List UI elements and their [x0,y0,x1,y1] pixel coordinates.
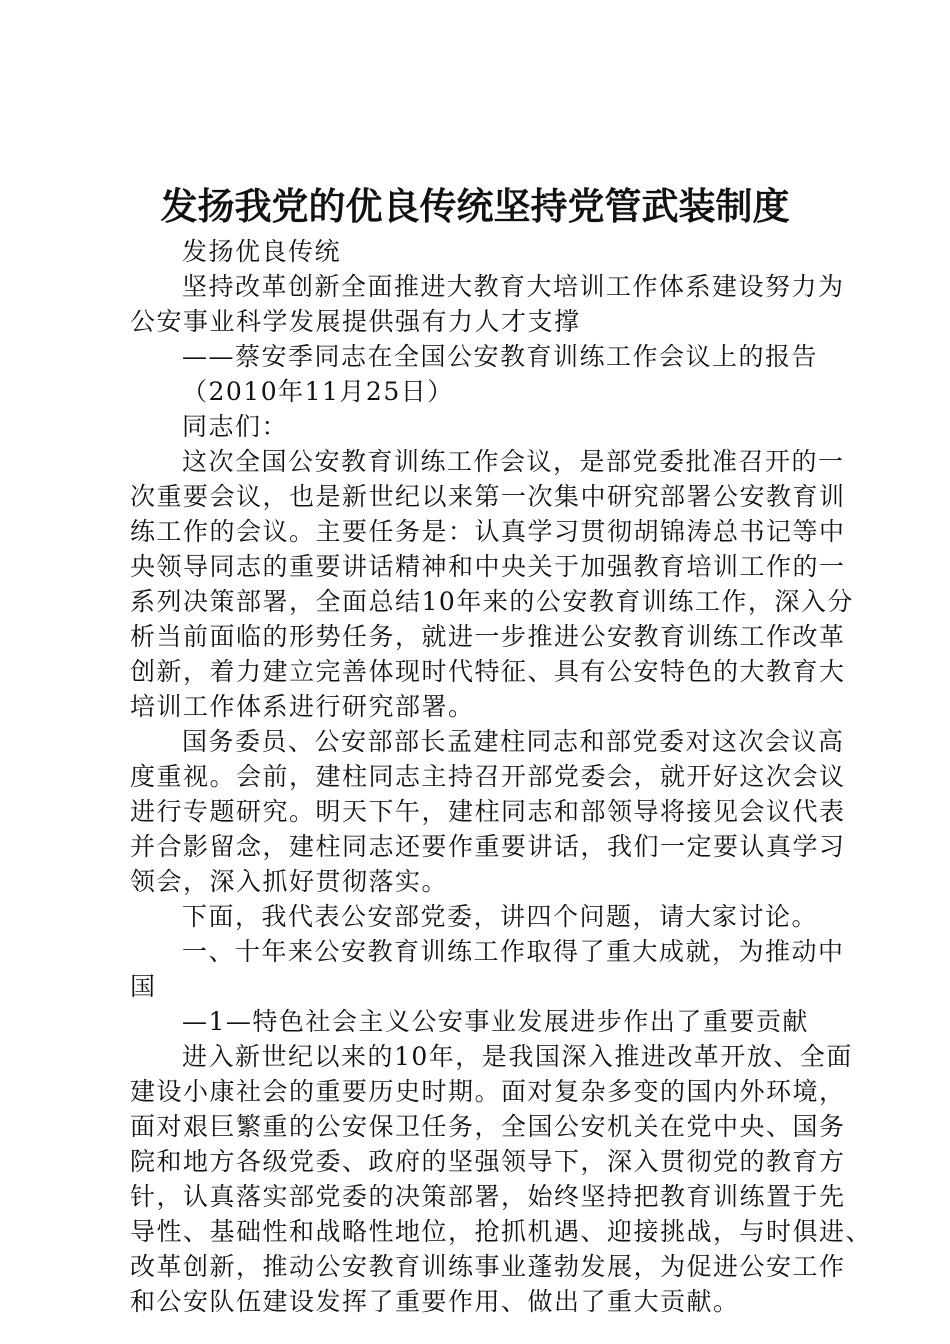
paragraph-salutation [130,409,830,444]
text-line: 面对艰巨繁重的公安保卫任务，全国公安机关在党中央、国务 [130,1112,846,1141]
text-line: 建设小康社会的重要历史时期。面对复杂多变的国内外环境， [130,1077,846,1106]
text-line: 坚持改革创新全面推进大教育大培训工作体系建设努力为 [182,272,845,301]
text-line: 改革创新，推动公安教育训练事业蓬勃发展，为促进公安工作 [130,1252,846,1281]
paragraph-page-marker [130,1004,830,1039]
text-line: 析当前面临的形势任务，就进一步推进公安教育训练工作改革 [130,622,846,651]
text-line: 下面，我代表公安部党委，讲四个问题，请大家讨论。 [182,902,819,931]
text-line: 进行专题研究。明天下午，建柱同志和部领导将接见会议代表 [130,797,846,826]
text-line: 创新，着力建立完善体现时代特征、具有公安特色的大教育大 [130,657,846,686]
text-line: 度重视。会前，建柱同志主持召开部党委会，就开好这次会议 [130,762,846,791]
text-line: 系列决策部署，全面总结10年来的公安教育训练工作，深入分 [130,587,854,616]
paragraph-body [130,724,846,899]
text-line: 练工作的会议。主要任务是：认真学习贯彻胡锦涛总书记等中 [130,517,846,546]
text-line: —1—特色社会主义公安事业发展进步作出了重要贡献 [182,1007,809,1036]
text-line: 这次全国公安教育训练工作会议，是部党委批准召开的一 [182,447,845,476]
paragraph-byline [130,339,830,374]
text-line: 并合影留念，建柱同志还要作重要讲话，我们一定要认真学习 [130,832,846,861]
paragraph-heading [130,269,845,339]
text-line: 一、十年来公安教育训练工作取得了重大成就，为推动中 [182,937,845,966]
text-line: 同志们： [182,412,289,441]
document-body [130,234,873,1319]
text-line: 国务委员、公安部部长孟建柱同志和部党委对这次会议高 [182,727,845,756]
document-title: 发扬我党的优良传统坚持党管武装制度 [160,184,790,228]
text-line: 次重要会议，也是新世纪以来第一次集中研究部署公安教育训 [130,482,846,511]
text-line: （2010年11月25日） [182,377,454,406]
text-line: 国 [130,972,157,1001]
text-line: 导性、基础性和战略性地位，抢抓机遇、迎接挑战，与时俱进、 [130,1217,873,1246]
text-line: 央领导同志的重要讲话精神和中央关于加强教育培训工作的一 [130,552,846,581]
text-line: 领会，深入抓好贯彻落实。 [130,867,449,896]
text-line: 进入新世纪以来的10年，是我国深入推进改革开放、全面 [182,1042,853,1071]
paragraph-date [130,374,830,409]
text-line: 公安事业科学发展提供强有力人才支撑 [130,307,581,336]
text-line: 院和地方各级党委、政府的坚强领导下，深入贯彻党的教育方 [130,1147,846,1176]
paragraph-subtitle [130,234,830,269]
paragraph-section-heading [130,934,845,1004]
text-line: ——蔡安季同志在全国公安教育训练工作会议上的报告 [182,342,819,371]
text-line: 和公安队伍建设发挥了重要作用、做出了重大贡献。 [130,1287,740,1316]
paragraph-body [130,444,854,724]
text-line: 发扬优良传统 [182,237,342,266]
paragraph-body [130,1039,873,1319]
paragraph-body [130,899,830,934]
text-line: 培训工作体系进行研究部署。 [130,692,475,721]
text-line: 针，认真落实部党委的决策部署，始终坚持把教育训练置于先 [130,1182,846,1211]
